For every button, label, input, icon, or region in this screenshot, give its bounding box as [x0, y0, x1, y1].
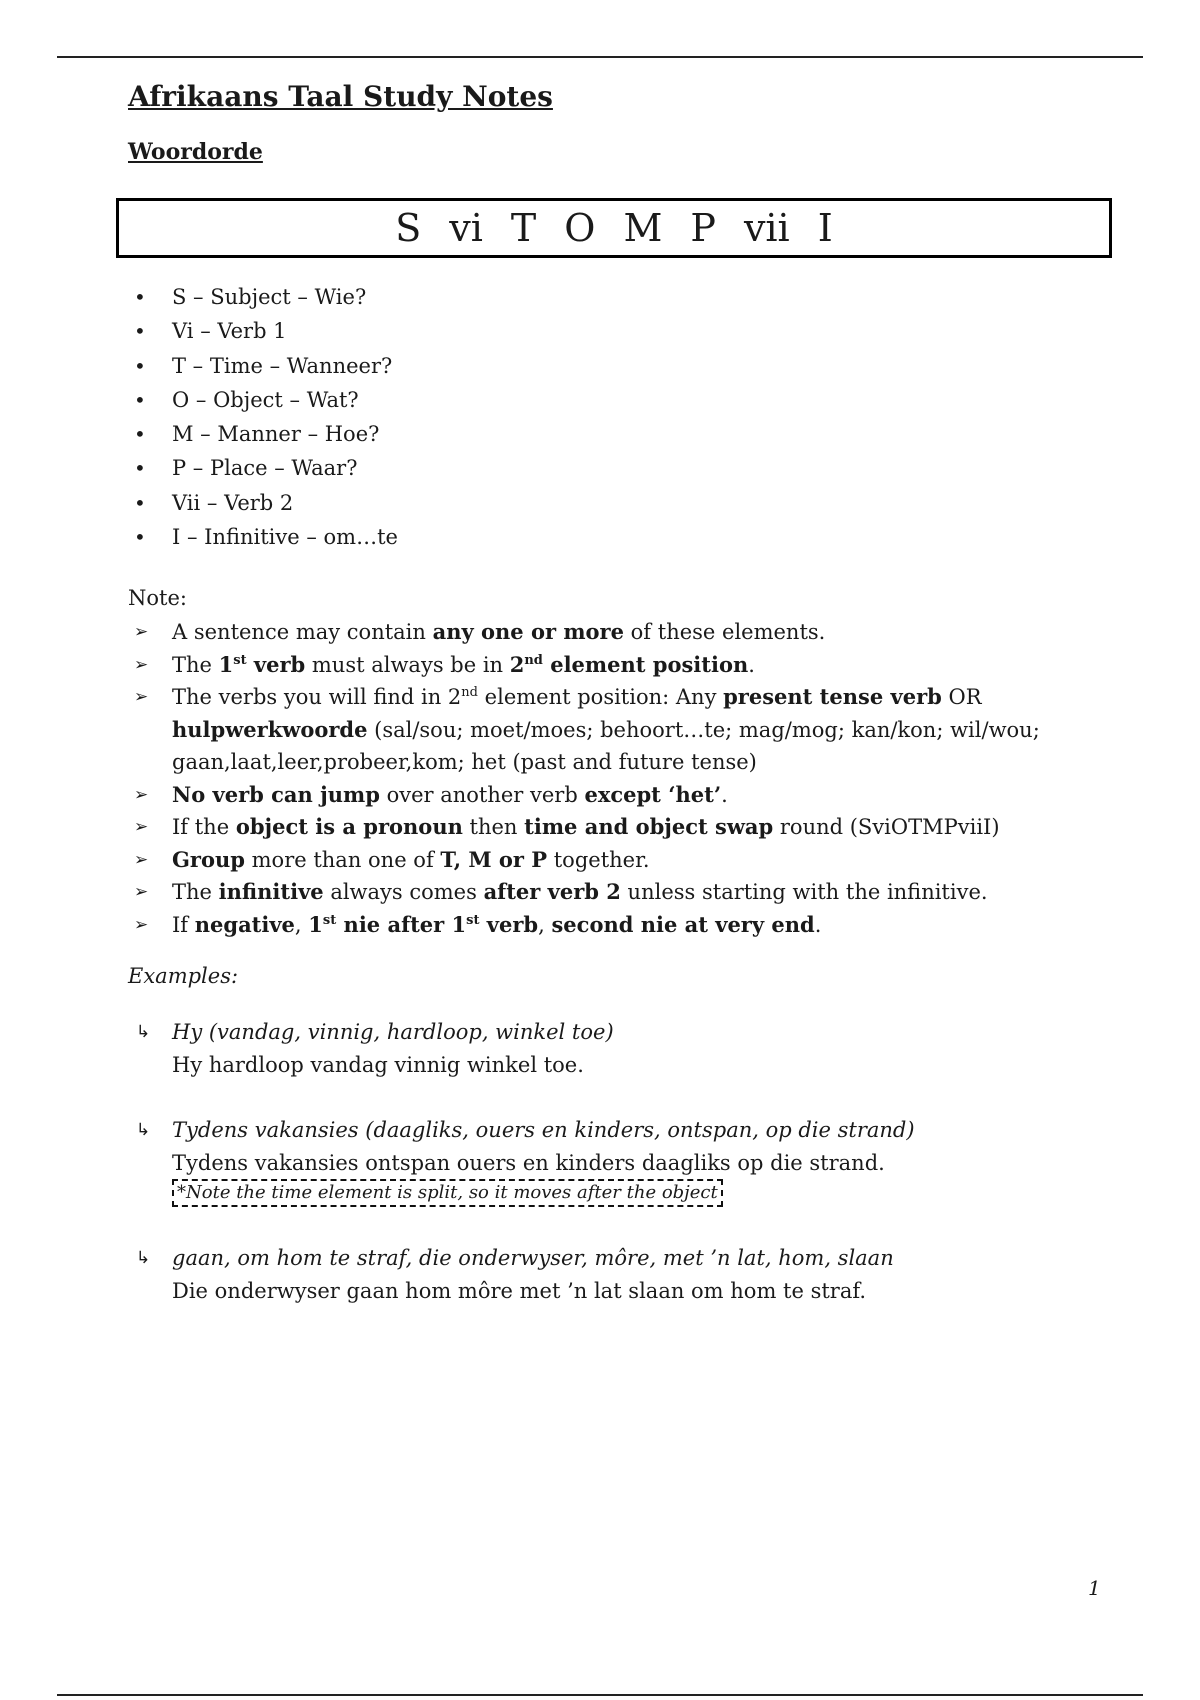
section-heading: Woordorde — [128, 139, 263, 165]
example-prompt: Tydens vakansies (daagliks, ouers en kinders, ontspan, op die strand) — [172, 1118, 915, 1142]
arrow-return-icon: ↳ — [136, 1022, 151, 1042]
arrow-bullet-icon: ➢ — [134, 654, 149, 675]
arrow-bullet-icon: ➢ — [134, 914, 149, 935]
examples-label: Examples: — [128, 964, 239, 988]
formula-part: vii — [743, 206, 790, 250]
notes-list — [128, 616, 1088, 941]
note-item: ➢ If the object is a pronoun then time and object swap round (SviOTMPviiI) — [128, 811, 1088, 844]
list-item: • S – Subject – Wie? — [128, 280, 398, 314]
example-answer: Hy hardloop vandag vinnig winkel toe. — [172, 1052, 584, 1077]
arrow-return-icon: ↳ — [136, 1248, 151, 1268]
example-answer: Tydens vakansies ontspan ouers en kinders daagliks op die strand. — [172, 1150, 885, 1175]
page-content — [128, 80, 1088, 165]
arrow-return-icon: ↳ — [136, 1120, 151, 1140]
example-item — [128, 1016, 1088, 1081]
list-item: • Vii – Verb 2 — [128, 486, 398, 520]
arrow-bullet-icon: ➢ — [134, 687, 149, 707]
arrow-bullet-icon: ➢ — [134, 882, 149, 902]
formula-part: S — [395, 206, 422, 250]
note-item: ➢ If negative, 1st nie after 1st verb, second nie at very end. — [128, 909, 1088, 942]
arrow-bullet-icon: ➢ — [134, 849, 149, 870]
list-item: • T – Time – Wanneer? — [128, 349, 398, 383]
formula-part: P — [690, 206, 716, 250]
formula-legend-list — [128, 280, 398, 554]
note-item: ➢ The verbs you will find in 2nd element position: Any present tense verb OR hulpwerkwoorde (sal/sou; moet/moes; behoort…te; mag/mog; kan/kon; wil/wou; gaan,laat,leer,probeer,kom; het (past and future tense) — [128, 681, 1088, 779]
arrow-bullet-icon: ➢ — [134, 817, 149, 837]
example-answer: Die onderwyser gaan hom môre met ’n lat slaan om hom te straf. — [172, 1278, 867, 1303]
example-item — [128, 1242, 1088, 1307]
list-item: • I – Infinitive – om…te — [128, 520, 398, 554]
note-label: Note: — [128, 586, 187, 610]
note-item: ➢ Group more than one of T, M or P together. — [128, 844, 1088, 877]
note-item: ➢ A sentence may contain any one or more of these elements. — [128, 616, 1088, 649]
header-rule — [57, 56, 1143, 58]
list-item: • M – Manner – Hoe? — [128, 417, 398, 451]
formula-part: O — [564, 206, 596, 250]
list-item: • O – Object – Wat? — [128, 383, 398, 417]
arrow-bullet-icon: ➢ — [134, 622, 149, 642]
formula-part: vi — [449, 206, 483, 250]
formula-part: M — [623, 206, 663, 250]
example-prompt: gaan, om hom te straf, die onderwyser, môre, met ’n lat, hom, slaan — [172, 1246, 894, 1270]
list-item: • P – Place – Waar? — [128, 451, 398, 485]
formula-part: I — [817, 206, 833, 250]
note-item: ➢ No verb can jump over another verb except ‘het’. — [128, 779, 1088, 812]
arrow-bullet-icon: ➢ — [134, 784, 149, 805]
note-item: ➢ The 1st verb must always be in 2nd element position. — [128, 649, 1088, 682]
example-note: *Note the time element is split, so it moves after the object — [172, 1179, 723, 1207]
note-item: ➢ The infinitive always comes after verb 2 unless starting with the infinitive. — [128, 876, 1088, 909]
formula-part: T — [510, 206, 537, 250]
example-item — [128, 1114, 1088, 1207]
footer-rule — [57, 1694, 1143, 1696]
list-item: • Vi – Verb 1 — [128, 314, 398, 348]
page-number: 1 — [1088, 1576, 1101, 1600]
example-prompt: Hy (vandag, vinnig, hardloop, winkel toe) — [172, 1020, 614, 1044]
word-order-formula — [116, 198, 1112, 258]
page-title: Afrikaans Taal Study Notes — [128, 80, 553, 113]
